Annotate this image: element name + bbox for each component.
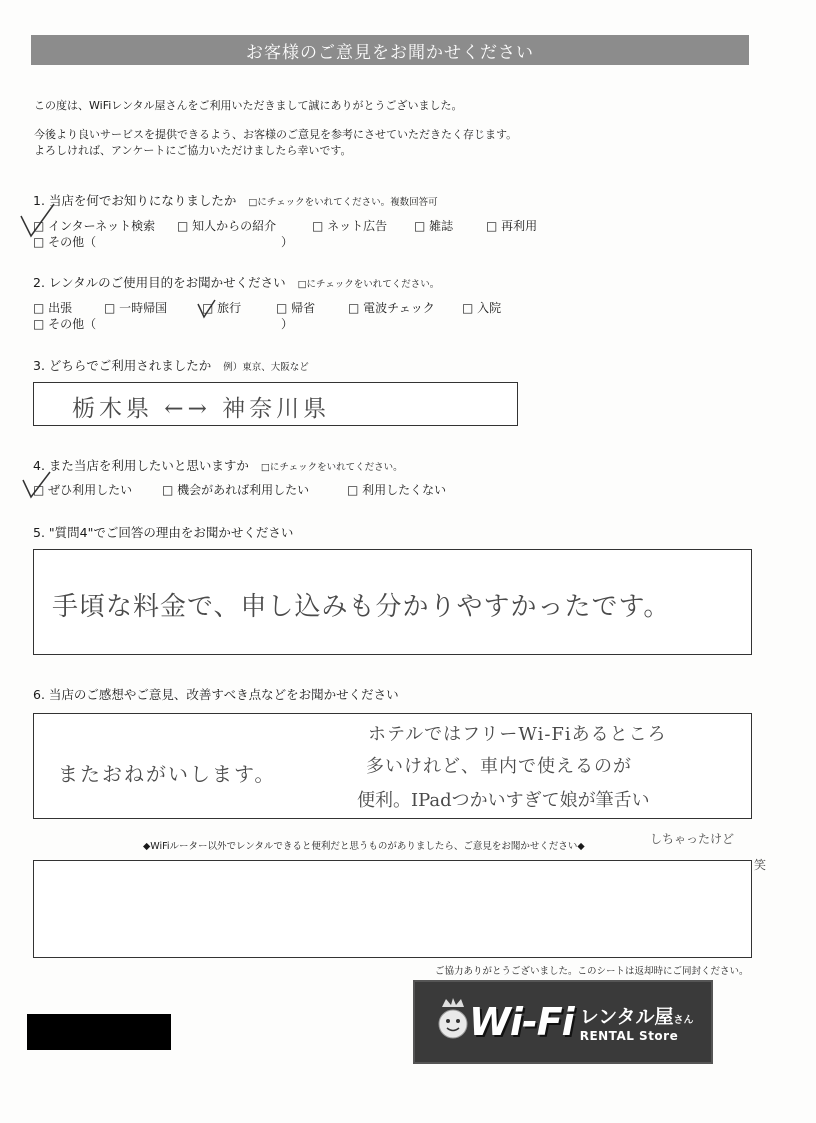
question-2-title: 2. レンタルのご使用目的をお聞かせください xyxy=(33,275,286,290)
q2-option-other-close: ） xyxy=(281,317,294,331)
q2-option-signal-check[interactable]: □ 電波チェック xyxy=(348,301,435,315)
question-5 xyxy=(33,523,293,541)
question-1 xyxy=(33,191,438,209)
question-7-prompt: ◆WiFiルーター以外でレンタルできると便利だと思うものがありましたら、ご意見をお聞かせください◆ xyxy=(143,841,585,852)
q4-option-definitely[interactable]: □ ぜひ利用したい xyxy=(33,483,133,497)
q6-handwritten-line-2: 多いけれど、車内で使えるのが xyxy=(366,756,632,777)
q1-option-acquaintance[interactable]: □ 知人からの紹介 xyxy=(177,219,277,233)
q7-answer-box[interactable] xyxy=(33,860,752,958)
q6-handwritten-line-3: 便利。IPadつかいすぎて娘が筆舌い xyxy=(357,790,650,811)
question-6-title: 6. 当店のご感想やご意見、改善すべき点などをお聞かせください xyxy=(33,687,399,702)
q2-option-hospital[interactable]: □ 入院 xyxy=(462,301,502,315)
q6-handwritten-overflow-1: しちゃったけど xyxy=(650,832,735,846)
q1-option-other-close: ） xyxy=(281,235,294,249)
question-5-title: 5. "質問4"でご回答の理由をお聞かせください xyxy=(33,525,294,540)
q3-handwritten-answer: 栃木県 ←→ 神奈川県 xyxy=(72,396,331,422)
q4-option-no[interactable]: □ 利用したくない xyxy=(347,483,447,497)
question-1-note: □にチェックをいれてください。複数回答可 xyxy=(248,197,438,208)
question-1-title: 1. 当店を何でお知りになりましたか xyxy=(33,193,237,208)
q5-handwritten-answer: 手頃な料金で、申し込みも分かりやすかったです。 xyxy=(52,592,671,622)
logo-jp-small: さん xyxy=(673,1014,694,1026)
question-3-note: 例）東京、大阪など xyxy=(223,362,309,373)
q2-checkmark xyxy=(196,298,218,320)
logo-mascot-icon xyxy=(436,997,470,1041)
q6-handwritten-left: またおねがいします。 xyxy=(58,762,277,786)
q4-checkmark xyxy=(20,470,54,500)
logo-en-text: RENTAL Store xyxy=(579,1028,679,1043)
logo-text-group xyxy=(580,1002,694,1043)
question-4-title: 4. また当店を利用したいと思いますか xyxy=(33,458,249,473)
q1-option-net-ad[interactable]: □ ネット広告 xyxy=(312,219,388,233)
footer-thanks: ご協力ありがとうございました。このシートは返却時にご同封ください。 xyxy=(435,966,749,977)
q2-option-homecoming[interactable]: □ 帰省 xyxy=(276,301,316,315)
intro-line-1: この度は、WiFiレンタル屋さんをご利用いただきまして誠にありがとうございました。 xyxy=(34,99,463,112)
question-2-note: □にチェックをいれてください。 xyxy=(297,279,440,290)
q1-checkmark xyxy=(18,202,58,240)
logo-jp-text: レンタル屋 xyxy=(579,1005,674,1028)
q6-handwritten-overflow-2: 笑 xyxy=(754,858,767,872)
q1-option-reuse[interactable]: □ 再利用 xyxy=(486,219,538,233)
q2-option-travel[interactable]: □ 旅行 xyxy=(202,301,242,315)
q2-option-other[interactable]: □ その他（ xyxy=(33,317,97,331)
form-title: お客様のご意見をお聞かせください xyxy=(246,42,534,63)
intro-line-3: よろしければ、アンケートにご協力いただけましたら幸いです。 xyxy=(34,144,352,157)
form-title-bar xyxy=(31,35,749,65)
q6-handwritten-line-1: ホテルではフリーWi-Fiあるところ xyxy=(368,724,667,745)
q4-option-if-chance[interactable]: □ 機会があれば利用したい xyxy=(162,483,310,497)
question-6 xyxy=(33,685,399,703)
logo-wifi-text: Wi-Fi xyxy=(469,1000,574,1044)
question-4 xyxy=(33,456,403,474)
q2-option-business[interactable]: □ 出張 xyxy=(33,301,73,315)
q1-option-internet[interactable]: □ インターネット検索 xyxy=(33,219,156,233)
q1-option-magazine[interactable]: □ 雑誌 xyxy=(414,219,454,233)
question-4-note: □にチェックをいれてください。 xyxy=(260,462,403,473)
logo-jp-row xyxy=(580,1002,694,1029)
redacted-block xyxy=(27,1014,171,1050)
intro-line-2: 今後より良いサービスを提供できるよう、お客様のご意見を参考にさせていただきたく存じます。 xyxy=(34,128,518,141)
question-3-title: 3. どちらでご利用されましたか xyxy=(33,358,212,373)
q1-option-other[interactable]: □ その他（ xyxy=(33,235,97,249)
q2-option-temp-return[interactable]: □ 一時帰国 xyxy=(104,301,168,315)
question-3 xyxy=(33,356,309,374)
question-2 xyxy=(33,273,439,291)
